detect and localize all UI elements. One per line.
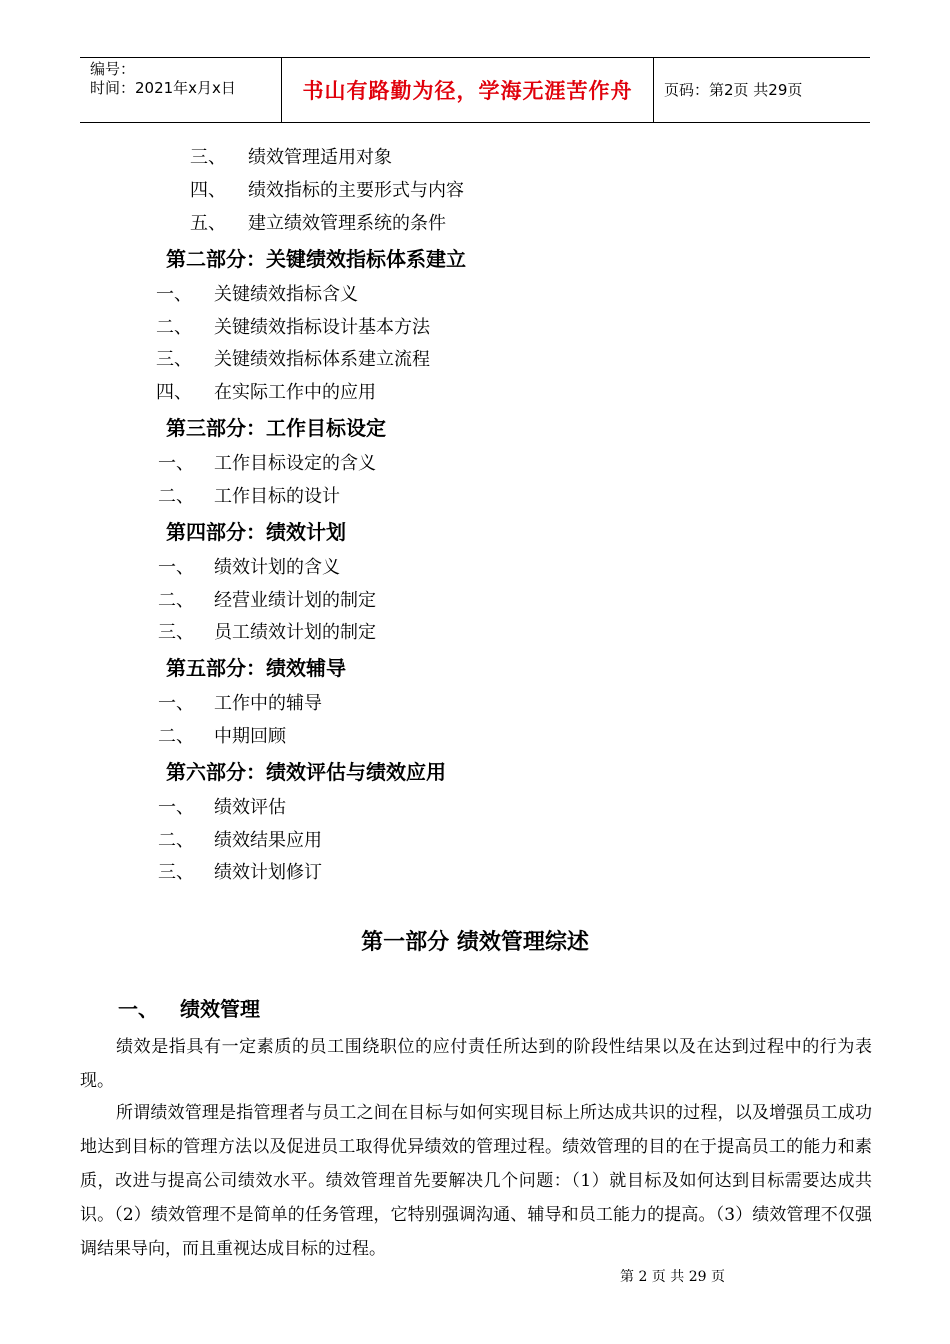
toc-item-text: 绩效评估 bbox=[214, 797, 286, 818]
toc-item-text: 在实际工作中的应用 bbox=[214, 382, 376, 403]
part-title: 第一部分 绩效管理综述 bbox=[361, 930, 589, 955]
toc-item-number: 三、 bbox=[158, 862, 194, 883]
toc-item-text: 员工绩效计划的制定 bbox=[214, 622, 376, 643]
toc-item-text: 绩效结果应用 bbox=[214, 830, 322, 851]
paragraph: 所谓绩效管理是指管理者与员工之间在目标与如何实现目标上所达成共识的过程，以及增强员工成功地达到目标的管理方法以及促进员工取得优异绩效的管理过程。绩效管理的目的在于提高员工的能力和素质，改进与提高公司绩效水平。绩效管理首先要解决几个问题：（1）就目标及如何达到目标需要达成共识。（2）绩效管理不是简单的任务管理，它特别强调沟通、辅导和员工能力的提高。（3）绩效管理不仅强调结果导向，而且重视达成目标的过程。 bbox=[80, 1103, 872, 1259]
toc-item-text: 关键绩效指标含义 bbox=[214, 284, 358, 305]
toc-part-title: 第三部分：工作目标设定 bbox=[166, 416, 386, 440]
toc-item-number: 五、 bbox=[190, 213, 226, 234]
toc-item-number: 三、 bbox=[158, 622, 194, 643]
header-number-label: 编号： bbox=[90, 60, 136, 78]
toc-item-text: 工作目标的设计 bbox=[214, 486, 340, 507]
header-page-info: 页码：第2页 共29页 bbox=[664, 80, 803, 99]
toc-item-text: 绩效指标的主要形式与内容 bbox=[248, 180, 464, 201]
toc-item-text: 关键绩效指标设计基本方法 bbox=[214, 317, 430, 338]
header-time-label: 时间：2021年x月x日 bbox=[90, 79, 236, 97]
toc-item-number: 二、 bbox=[158, 726, 194, 747]
toc-item-number: 一、 bbox=[158, 693, 194, 714]
toc-item-text: 经营业绩计划的制定 bbox=[214, 590, 376, 611]
toc-part-title: 第六部分：绩效评估与绩效应用 bbox=[166, 760, 446, 784]
toc-part-title: 第二部分：关键绩效指标体系建立 bbox=[166, 247, 466, 271]
toc-item-text: 绩效管理适用对象 bbox=[248, 147, 392, 168]
toc-item-number: 二、 bbox=[158, 590, 194, 611]
header-motto-cell bbox=[282, 58, 654, 122]
section-title: 绩效管理 bbox=[180, 997, 260, 1021]
toc-item-text: 关键绩效指标体系建立流程 bbox=[214, 349, 430, 370]
header-page-cell bbox=[654, 58, 870, 122]
header-motto: 书山有路勤为径，学海无涯苦作舟 bbox=[302, 79, 633, 103]
toc-item-number: 一、 bbox=[156, 284, 192, 305]
toc-item-text: 工作目标设定的含义 bbox=[214, 453, 376, 474]
paragraph: 绩效是指具有一定素质的员工围绕职位的应付责任所达到的阶段性结果以及在达到过程中的行为表现。 bbox=[80, 1037, 872, 1091]
toc-item-number: 二、 bbox=[158, 830, 194, 851]
toc-part-title: 第五部分：绩效辅导 bbox=[166, 656, 346, 680]
toc-item-text: 绩效计划的含义 bbox=[214, 557, 340, 578]
toc-item-text: 建立绩效管理系统的条件 bbox=[248, 213, 446, 234]
toc-item-text: 中期回顾 bbox=[214, 726, 286, 747]
toc-item-number: 一、 bbox=[158, 557, 194, 578]
toc-item-number: 三、 bbox=[156, 349, 192, 370]
toc-item-number: 四、 bbox=[156, 382, 192, 403]
page-header bbox=[80, 57, 870, 123]
header-meta-cell bbox=[80, 58, 282, 122]
toc-item-number: 一、 bbox=[158, 453, 194, 474]
toc-part-title: 第四部分：绩效计划 bbox=[166, 520, 346, 544]
section-number: 一、 bbox=[118, 997, 158, 1021]
toc-item-number: 四、 bbox=[190, 180, 226, 201]
page-footer: 第 2 页 共 29 页 bbox=[620, 1269, 725, 1285]
toc-item-number: 一、 bbox=[158, 797, 194, 818]
section-heading bbox=[118, 996, 260, 1022]
toc-item-text: 绩效计划修订 bbox=[214, 862, 322, 883]
toc-item-number: 三、 bbox=[190, 147, 226, 168]
toc-item-text: 工作中的辅导 bbox=[214, 693, 322, 714]
toc-item-number: 二、 bbox=[156, 317, 192, 338]
toc-item-number: 二、 bbox=[158, 486, 194, 507]
